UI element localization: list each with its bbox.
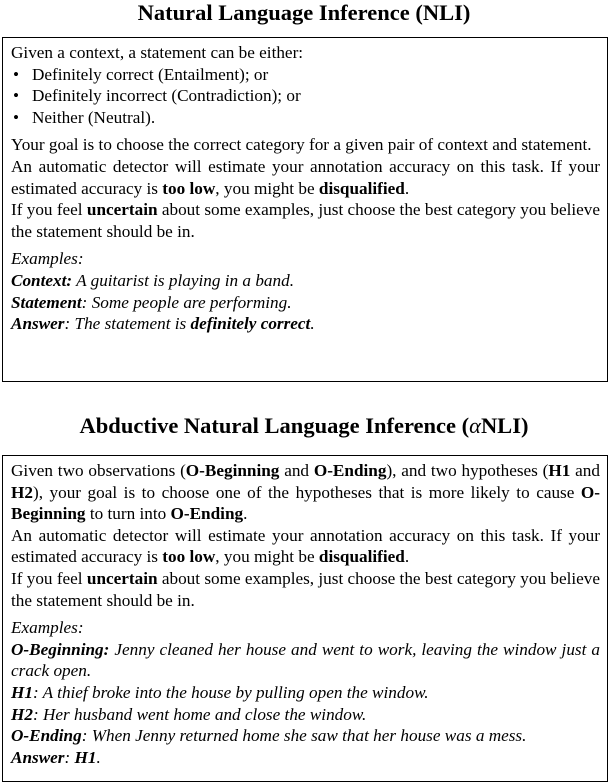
bold-text: uncertain [86, 200, 158, 220]
bold-text: O-Ending [170, 504, 244, 524]
text-segment: and [570, 461, 600, 480]
nli-title: Natural Language Inference (NLI) [137, 0, 471, 25]
text-segment: Your goal is to choose the correct category for a given pair of context and statement. [11, 135, 592, 155]
category-list [11, 64, 600, 129]
bold-text: too low [162, 178, 216, 198]
text-segment: : Some people are performing. [81, 292, 292, 312]
bold-text: H2 [11, 482, 33, 502]
text-segment: . [96, 747, 101, 767]
text-segment: A guitarist is playing in a band. [72, 270, 294, 290]
paragraph [11, 725, 600, 747]
alpha-symbol: α [469, 413, 481, 438]
bold-text: disqualified [318, 547, 405, 567]
paragraph [11, 248, 600, 270]
paragraph [11, 639, 600, 682]
bold-text: uncertain [86, 568, 158, 588]
bold-text: O-Beginning [185, 461, 280, 480]
text-segment: about some examples, just choose the best category you believe the statement should be in. [11, 200, 600, 241]
text-segment: If you feel [11, 568, 87, 588]
text-segment: ), and two hypotheses ( [386, 461, 549, 480]
paragraph [11, 199, 600, 242]
bold-text: O-Ending [11, 726, 82, 746]
bold-text: O-Ending [313, 461, 387, 480]
category-item: • Neither (Neutral). [11, 107, 600, 129]
text-segment: : The statement is [64, 314, 191, 334]
bold-text: Context: [11, 270, 73, 290]
bold-text: Answer [11, 747, 65, 767]
paragraph [11, 525, 600, 568]
bold-text: H1 [11, 682, 33, 702]
paragraph [11, 747, 600, 769]
bold-text: H2 [11, 704, 33, 724]
anli-title [0, 413, 608, 439]
text-segment: Examples: [11, 249, 84, 269]
category-item: • Definitely incorrect (Contradiction); or [11, 85, 600, 107]
text-segment: : Her husband went home and close the window. [32, 704, 367, 724]
paragraph [11, 313, 600, 335]
text-segment: : When Jenny returned home she saw that her house was a mess. [81, 726, 527, 746]
text-segment: An automatic detector will estimate your annotation accuracy on this task. If your estimated accuracy is [11, 525, 600, 567]
text-segment: , you might be [215, 547, 319, 567]
anli-title-prefix: Abductive Natural Language Inference ( [79, 413, 470, 438]
bold-text: disqualified [318, 178, 405, 198]
bold-text: definitely correct [190, 314, 311, 334]
bold-text: Statement [11, 292, 82, 312]
paragraph [11, 617, 600, 639]
text-segment: An automatic detector will estimate your annotation accuracy on this task. If your estimated accuracy is [11, 156, 600, 198]
text-segment: , you might be [215, 178, 319, 198]
anli-instructions-box [2, 455, 608, 782]
paragraph [11, 42, 600, 64]
text-segment: : [64, 747, 75, 767]
text-segment: ), your goal is to choose one of the hypotheses that is more likely to cause [32, 482, 581, 502]
paragraph [11, 134, 600, 156]
text-segment: : A thief broke into the house by pulling open the window. [32, 682, 429, 702]
text-segment: . [404, 178, 410, 198]
text-segment: . [310, 314, 315, 334]
paragraph [11, 682, 600, 704]
text-segment: and [279, 461, 314, 480]
text-segment: . [404, 547, 410, 567]
text-segment: Given a context, a statement can be either: [11, 43, 304, 62]
text-segment: to turn into [85, 504, 171, 524]
paragraph [11, 460, 600, 525]
bold-text: too low [162, 547, 216, 567]
category-item: • Definitely correct (Entailment); or [11, 64, 600, 86]
paragraph [11, 156, 600, 199]
bold-text: O-Beginning: [11, 639, 110, 659]
text-segment: Examples: [11, 618, 84, 638]
paragraph [11, 270, 600, 292]
paragraph [11, 704, 600, 726]
text-segment: If you feel [11, 200, 87, 220]
text-segment: Jenny cleaned her house and went to work, leaving the window just a crack open. [11, 639, 600, 681]
bold-text: H1 [74, 747, 97, 767]
bold-text: O-Beginning [11, 482, 600, 524]
paragraph [11, 568, 600, 611]
nli-instructions-box [2, 37, 608, 382]
bold-text: H1 [548, 461, 571, 480]
text-segment: . [243, 504, 248, 524]
anli-title-suffix: NLI) [480, 413, 529, 438]
text-segment: Given two observations ( [11, 461, 186, 480]
bold-text: Answer [11, 314, 65, 334]
text-segment: about some examples, just choose the best category you believe the statement should be in. [11, 568, 600, 610]
paragraph [11, 292, 600, 314]
